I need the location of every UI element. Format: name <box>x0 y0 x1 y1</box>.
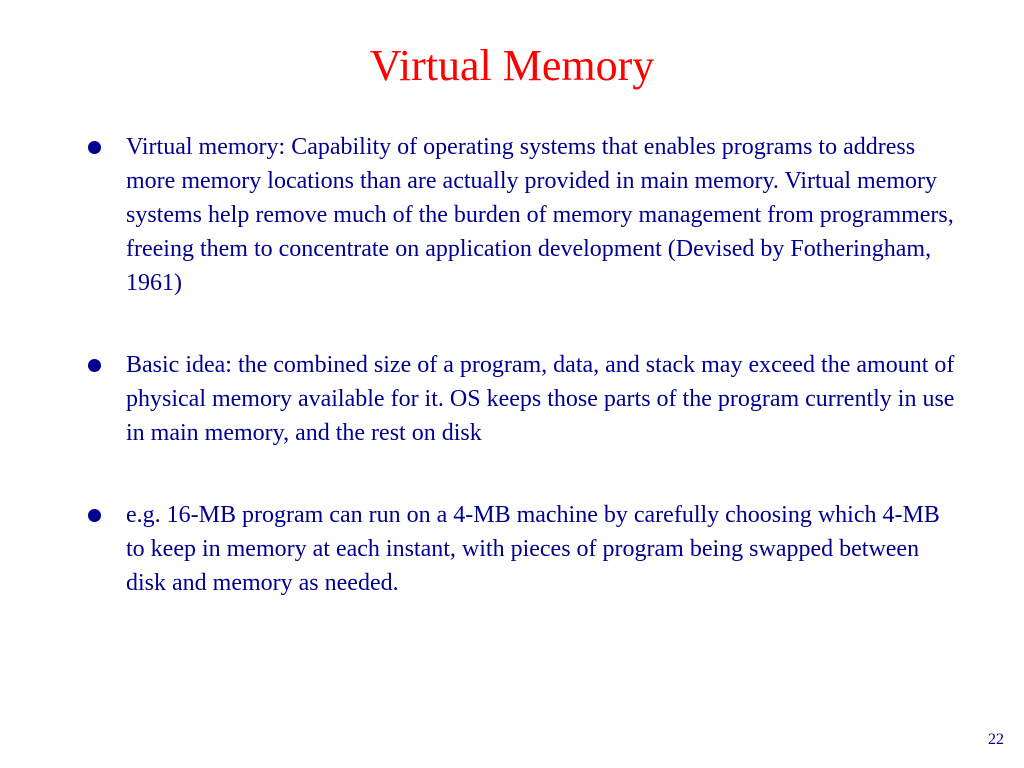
bullet-item-basic-idea <box>86 348 956 450</box>
bullet-dot-icon <box>88 141 101 154</box>
bullet-list <box>86 130 956 600</box>
bullet-item-virtual-memory-definition <box>86 130 956 300</box>
bullet-dot-icon <box>88 359 101 372</box>
slide-title: Virtual Memory <box>369 41 655 90</box>
bullet-dot-icon <box>88 509 101 522</box>
page-number: 22 <box>988 731 1004 748</box>
bullet-text: Virtual memory: Capability of operating systems that enables programs to address more memory locations than are actually provided in main memory. Virtual memory systems help remove much of the burden of memory management from programmers, freeing them to concentrate on application development (Devised by Fotheringham, 1961) <box>126 134 954 296</box>
bullet-item-example <box>86 498 956 600</box>
bullet-text: Basic idea: the combined size of a program, data, and stack may exceed the amount of physical memory available for it. OS keeps those parts of the program currently in use in main memory, and the rest on disk <box>126 352 955 446</box>
bullet-text: e.g. 16-MB program can run on a 4-MB machine by carefully choosing which 4-MB to keep in memory at each instant, with pieces of program being swapped between disk and memory as needed. <box>126 502 940 596</box>
